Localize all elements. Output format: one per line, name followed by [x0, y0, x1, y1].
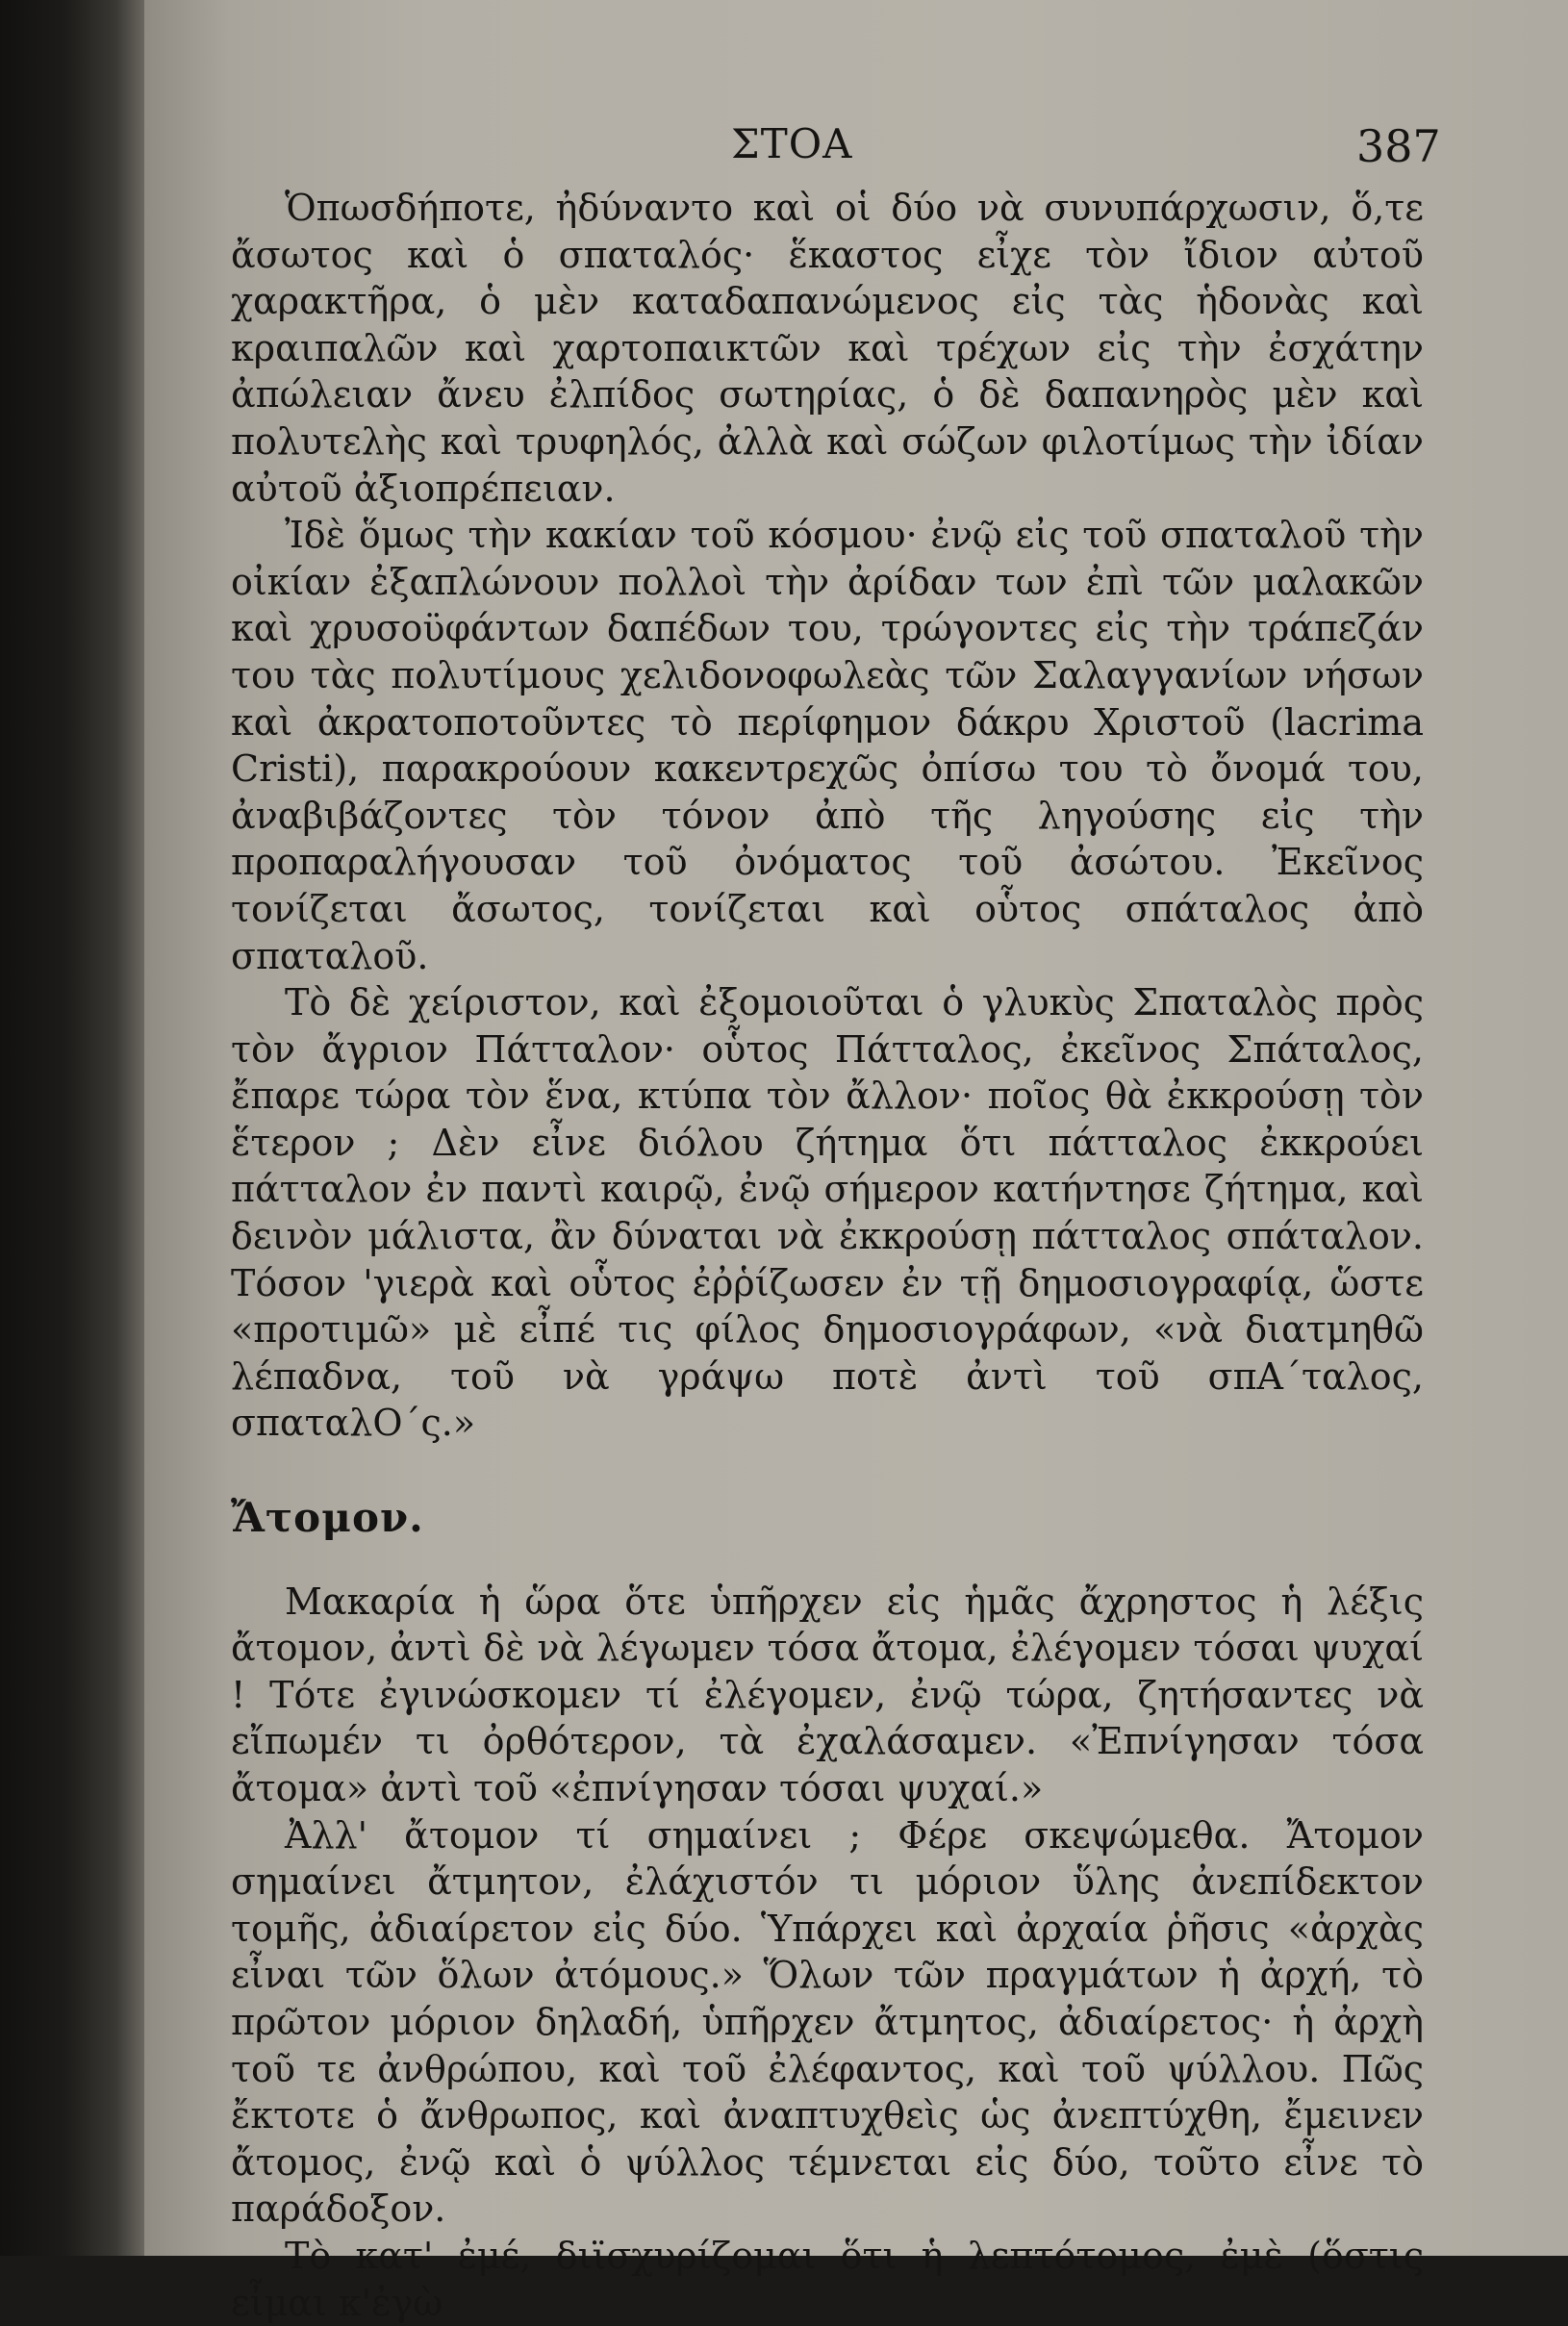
- page-number: 387: [1356, 120, 1441, 172]
- running-title: ΣΤΟΑ: [731, 120, 853, 167]
- paragraph: Ὁπωσδήποτε, ἠδύναντο καὶ οἱ δύο νὰ συνυπάρχωσιν, ὅ,τε ἄσωτος καὶ ὁ σπαταλός· ἕκαστος εἶχε τὸν ἴδιον αὐτοῦ χαρακτῆρα, ὁ μὲν καταδαπανώμενος εἰς τὰς ἡδονὰς καὶ κραιπαλῶν καὶ χαρτοπαικτῶν καὶ τρέχων εἰς τὴν ἐσχάτην ἀπώλειαν ἄνευ ἐλπίδος σωτηρίας, ὁ δὲ δαπανηρὸς μὲν καὶ πολυτελὴς καὶ τρυφηλός, ἀλλὰ καὶ σώζων φιλοτίμως τὴν ἰδίαν αὐτοῦ ἀξιοπρέπειαν.: [231, 187, 1424, 510]
- page-header: [144, 120, 1568, 178]
- paragraph: Τὸ δὲ χείριστον, καὶ ἐξομοιοῦται ὁ γλυκὺς Σπαταλὸς πρὸς τὸν ἄγριον Πάτταλον· οὗτος Πάτταλος, ἐκεῖνος Σπάταλος, ἔπαρε τώρα τὸν ἕνα, κτύπα τὸν ἄλλον· ποῖος θὰ ἐκκρούσῃ τὸν ἕτερον ; Δὲν εἶνε διόλου ζήτημα ὅτι πάτταλος ἐκκρούει πάτταλον ἐν παντὶ καιρῷ, ἐνῷ σήμερον κατήντησε ζήτημα, καὶ δεινὸν μάλιστα, ἂν δύναται νὰ ἐκκρούσῃ πάτταλος σπάταλον. Τόσον 'γιερὰ καὶ οὗτος ἐῤῥίζωσεν ἐν τῇ δημοσιογραφίᾳ, ὥστε «προτιμῶ» μὲ εἶπέ τις φίλος δημοσιογράφων, «νὰ διατμηθῶ λέπαδνα, τοῦ νὰ γράψω ποτὲ ἀντὶ τοῦ σπΑ΄ταλος, σπαταλΟ΄ς.»: [231, 981, 1424, 1445]
- paragraph: Ἰδὲ ὅμως τὴν κακίαν τοῦ κόσμου· ἐνῷ εἰς τοῦ σπαταλοῦ τὴν οἰκίαν ἐξαπλώνουν πολλοὶ τὴν ἀρίδαν των ἐπὶ τῶν μαλακῶν καὶ χρυσοϋφάντων δαπέδων του, τρώγοντες εἰς τὴν τράπεζάν του τὰς πολυτίμους χελιδονοφωλεὰς τῶν Σαλαγγανίων νήσων καὶ ἀκρατοποτοῦντες τὸ περίφημον δάκρυ Χριστοῦ (lacrima Cristi), παρακρούουν κακεντρεχῶς ὀπίσω του τὸ ὄνομά του, ἀναβιβάζοντες τὸν τόνον ἀπὸ τῆς ληγούσης εἰς τὴν προπαραλήγουσαν τοῦ ὀνόματος τοῦ ἀσώτου. Ἐκεῖνος τονίζεται ἄσωτος, τονίζεται καὶ οὗτος σπάταλος ἀπὸ σπαταλοῦ.: [231, 514, 1424, 977]
- page-body: [231, 185, 1424, 2326]
- paragraph: Μακαρία ἡ ὥρα ὅτε ὑπῆρχεν εἰς ἡμᾶς ἄχρηστος ἡ λέξις ἄτομον, ἀντὶ δὲ νὰ λέγωμεν τόσα ἄτομα, ἐλέγομεν τόσαι ψυχαί ! Τότε ἐγινώσκομεν τί ἐλέγομεν, ἐνῷ τώρα, ζητήσαντες νὰ εἴπωμέν τι ὀρθότερον, τὰ ἐχαλάσαμεν. «Ἐπνίγησαν τόσα ἄτομα» ἀντὶ τοῦ «ἐπνίγησαν τόσαι ψυχαί.»: [231, 1580, 1424, 1809]
- book-page: [144, 0, 1568, 2324]
- paragraph: Τὸ κατ' ἐμέ, διϊσχυρίζομαι ὅτι ἡ λεπτότομος, ἐμὲ (ὅστις εἶμαι κ'ἐγὼ: [231, 2234, 1424, 2324]
- paragraph: Ἀλλ' ἄτομον τί σημαίνει ; Φέρε σκεψώμεθα. Ἄτομον σημαίνει ἄτμητον, ἐλάχιστόν τι μόριον ὕλης ἀνεπίδεκτον τομῆς, ἀδιαίρετον εἰς δύο. Ὑπάρχει καὶ ἀρχαία ῥῆσις «ἀρχὰς εἶναι τῶν ὅλων ἀτόμους.» Ὅλων τῶν πραγμάτων ἡ ἀρχή, τὸ πρῶτον μόριον δηλαδή, ὑπῆρχεν ἄτμητος, ἀδιαίρετος· ἡ ἀρχὴ τοῦ τε ἀνθρώπου, καὶ τοῦ ἐλέφαντος, καὶ τοῦ ψύλλου. Πῶς ἔκτοτε ὁ ἄνθρωπος, καὶ ἀναπτυχθεὶς ὡς ἀνεπτύχθη, ἔμεινεν ἄτομος, ἐνῷ καὶ ὁ ψύλλος τέμνεται εἰς δύο, τοῦτο εἶνε τὸ παράδοξον.: [231, 1813, 1424, 2231]
- book-gutter: [0, 0, 144, 2256]
- section-title: Ἄτομον.: [231, 1494, 424, 1542]
